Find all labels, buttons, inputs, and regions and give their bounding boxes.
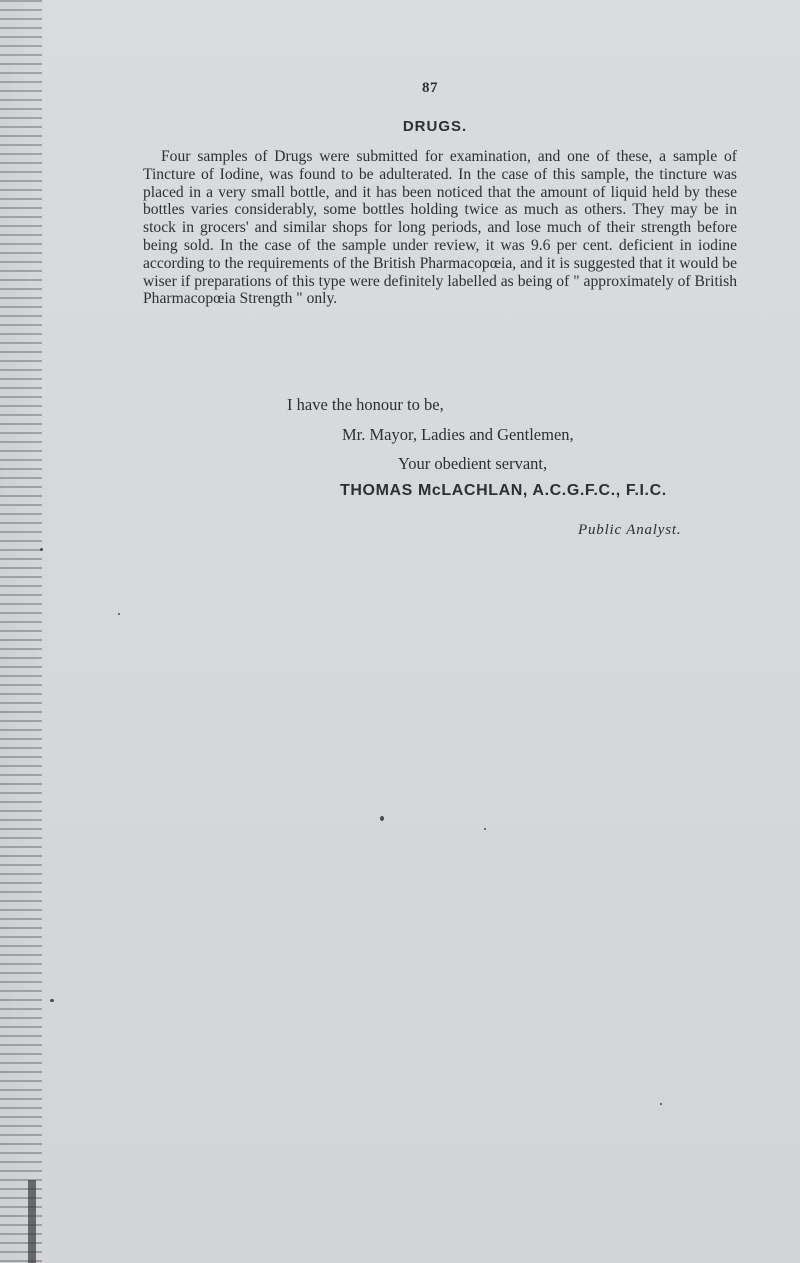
page-number: 87 <box>422 80 438 96</box>
paper-speck <box>484 828 486 830</box>
binding-shadow <box>28 1180 36 1263</box>
closing-line-servant: Your obedient servant, <box>398 454 548 473</box>
closing-line-salutation: Mr. Mayor, Ladies and Gentlemen, <box>342 425 574 444</box>
paper-speck <box>660 1103 662 1105</box>
closing-line-honour: I have the honour to be, <box>287 395 444 414</box>
signature-name: THOMAS McLACHLAN, A.C.G.F.C., F.I.C. <box>340 482 667 499</box>
paper-speck <box>50 999 54 1002</box>
binding-edge <box>0 0 42 1263</box>
paper-speck <box>118 613 120 615</box>
paper-speck <box>40 548 43 551</box>
signature-title: Public Analyst. <box>578 522 682 538</box>
section-heading: DRUGS. <box>402 118 468 135</box>
body-paragraph: Four samples of Drugs were submitted for examination, and one of these, a sample of Tincture of Iodine, was found to be adulterated. In the case of this sample, the tincture was placed in a very small bottle, and it has been noticed that the amount of liquid held by these bottles varies considerably, some bottles holding twice as much as others. They may be in stock in grocers' and similar shops for long periods, and lose much of their strength before being sold. In the case of the sample under review, it was 9.6 per cent. deficient in iodine according to the requirements of the British Pharmacopœia, and it is suggested that it would be wiser if preparations of this type were definitely labelled as being of " approximately of British Pharmacopœia Strength " only. <box>143 148 737 308</box>
paper-speck <box>380 816 384 821</box>
